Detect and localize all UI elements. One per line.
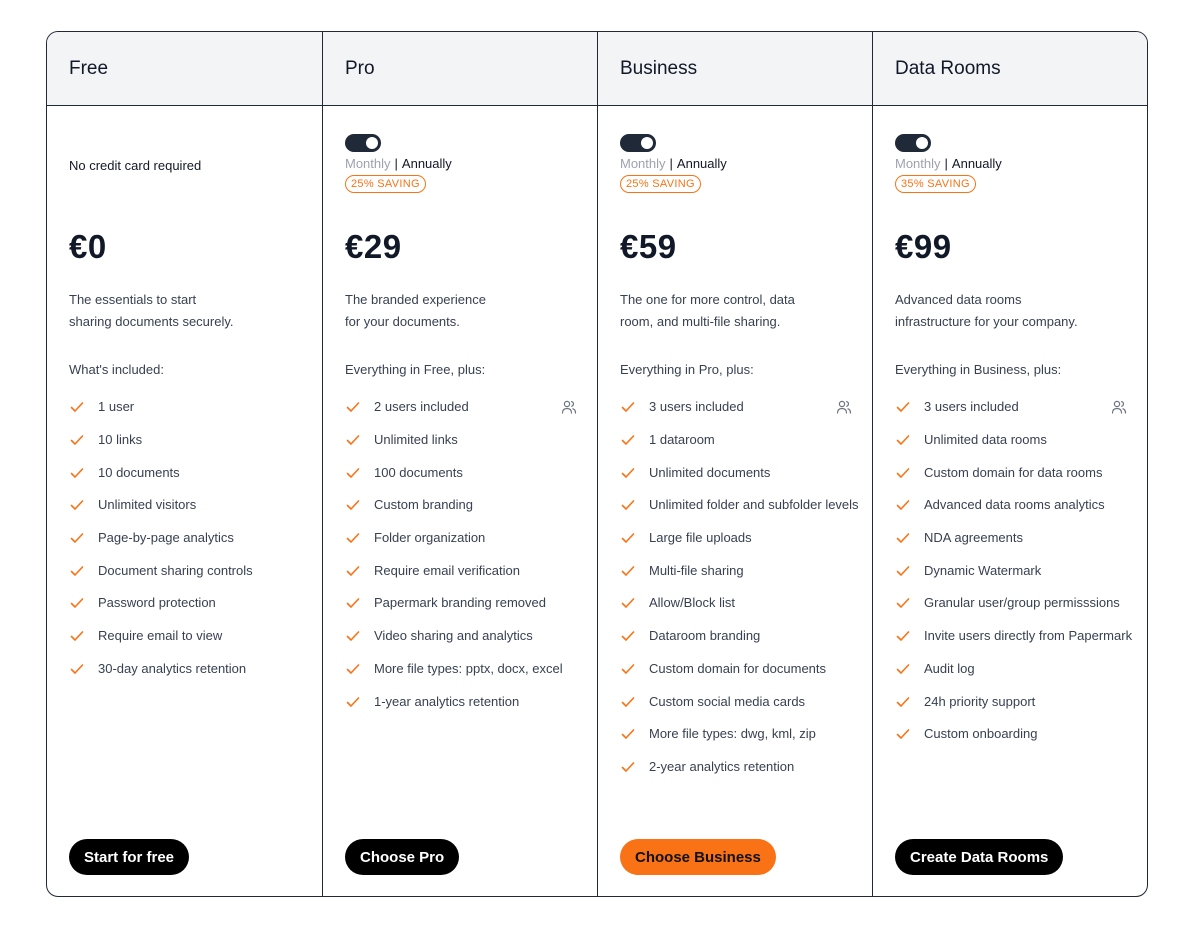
feature-item bbox=[345, 391, 585, 424]
feature-text: Unlimited documents bbox=[649, 464, 771, 480]
feature-text: Custom onboarding bbox=[924, 726, 1038, 742]
plan-name: Data Rooms bbox=[873, 32, 1147, 106]
check-icon bbox=[620, 497, 636, 513]
saving-badge: 25% SAVING bbox=[620, 175, 701, 193]
feature-text: Unlimited visitors bbox=[98, 497, 197, 513]
feature-text: Video sharing and analytics bbox=[374, 628, 533, 644]
feature-item bbox=[620, 522, 860, 555]
feature-text: More file types: pptx, docx, excel bbox=[374, 660, 563, 676]
plan-description bbox=[895, 289, 1115, 333]
check-icon bbox=[620, 563, 636, 579]
feature-list bbox=[345, 391, 585, 718]
check-icon bbox=[345, 432, 361, 448]
check-icon bbox=[895, 694, 911, 710]
billing-toggle-group bbox=[895, 134, 1002, 193]
feature-item bbox=[69, 456, 309, 489]
check-icon bbox=[345, 399, 361, 415]
plan-description-line: room, and multi-file sharing. bbox=[620, 314, 781, 329]
plan-name: Free bbox=[47, 32, 322, 106]
plan-description-line: The one for more control, data bbox=[620, 292, 795, 307]
feature-item bbox=[895, 587, 1135, 620]
check-icon bbox=[69, 497, 85, 513]
feature-text: More file types: dwg, kml, zip bbox=[649, 726, 816, 742]
feature-item bbox=[345, 489, 585, 522]
no-credit-card-note: No credit card required bbox=[69, 158, 202, 173]
feature-text: 24h priority support bbox=[924, 693, 1036, 709]
plan-description-line: for your documents. bbox=[345, 314, 460, 329]
feature-text: Unlimited folder and subfolder levels bbox=[649, 497, 859, 513]
check-icon bbox=[620, 399, 636, 415]
feature-text: Allow/Block list bbox=[649, 595, 735, 611]
check-icon bbox=[69, 661, 85, 677]
includes-title: Everything in Pro, plus: bbox=[620, 362, 754, 377]
feature-text: Dynamic Watermark bbox=[924, 562, 1042, 578]
feature-item bbox=[620, 554, 860, 587]
monthly-label[interactable]: Monthly bbox=[620, 156, 666, 171]
check-icon bbox=[620, 694, 636, 710]
check-icon bbox=[895, 661, 911, 677]
plan-price: €0 bbox=[69, 228, 107, 265]
feature-text: Advanced data rooms analytics bbox=[924, 497, 1105, 513]
plan-description bbox=[69, 289, 289, 333]
includes-title: Everything in Free, plus: bbox=[345, 362, 486, 377]
annually-label[interactable]: Annually bbox=[401, 156, 452, 171]
check-icon bbox=[895, 530, 911, 546]
plan-cta-button-free[interactable]: Start for free bbox=[69, 839, 189, 875]
feature-text: Custom domain for documents bbox=[649, 660, 827, 676]
check-icon bbox=[345, 497, 361, 513]
feature-text: 100 documents bbox=[374, 464, 463, 480]
billing-separator: | bbox=[669, 156, 673, 171]
feature-text: Page-by-page analytics bbox=[98, 530, 234, 546]
feature-text: Invite users directly from Papermark bbox=[924, 628, 1133, 644]
plan-description bbox=[620, 289, 840, 333]
plan-price: €59 bbox=[620, 228, 677, 265]
feature-item bbox=[895, 424, 1135, 457]
feature-item bbox=[345, 554, 585, 587]
saving-badge: 35% SAVING bbox=[895, 175, 976, 193]
plan-name: Business bbox=[598, 32, 872, 106]
feature-item bbox=[620, 751, 860, 784]
feature-item bbox=[69, 489, 309, 522]
feature-item bbox=[620, 489, 860, 522]
check-icon bbox=[620, 661, 636, 677]
feature-item bbox=[69, 653, 309, 686]
billing-toggle-switch[interactable] bbox=[345, 134, 381, 152]
feature-text: Custom social media cards bbox=[649, 693, 806, 709]
feature-text: Document sharing controls bbox=[98, 562, 253, 578]
annually-label[interactable]: Annually bbox=[951, 156, 1002, 171]
check-icon bbox=[620, 759, 636, 775]
billing-separator: | bbox=[944, 156, 948, 171]
feature-item bbox=[69, 554, 309, 587]
billing-toggle-group bbox=[620, 134, 727, 193]
feature-item bbox=[895, 718, 1135, 751]
check-icon bbox=[620, 432, 636, 448]
check-icon bbox=[895, 497, 911, 513]
feature-item bbox=[345, 587, 585, 620]
plan-description-line: sharing documents securely. bbox=[69, 314, 234, 329]
billing-period bbox=[620, 156, 727, 171]
feature-item bbox=[69, 424, 309, 457]
check-icon bbox=[345, 595, 361, 611]
plan-name: Pro bbox=[323, 32, 597, 106]
feature-text: Audit log bbox=[924, 660, 975, 676]
feature-text: 2 users included bbox=[374, 399, 469, 415]
plan-description-line: Advanced data rooms bbox=[895, 292, 1022, 307]
feature-text: Require email to view bbox=[98, 628, 223, 644]
check-icon bbox=[345, 563, 361, 579]
includes-title: Everything in Business, plus: bbox=[895, 362, 1062, 377]
feature-item bbox=[895, 456, 1135, 489]
check-icon bbox=[69, 595, 85, 611]
feature-item bbox=[620, 456, 860, 489]
feature-item bbox=[895, 522, 1135, 555]
feature-list bbox=[895, 391, 1135, 751]
check-icon bbox=[620, 726, 636, 742]
check-icon bbox=[895, 563, 911, 579]
feature-text: Unlimited links bbox=[374, 432, 458, 448]
saving-badge: 25% SAVING bbox=[345, 175, 426, 193]
feature-item bbox=[620, 587, 860, 620]
feature-text: Unlimited data rooms bbox=[924, 432, 1047, 448]
check-icon bbox=[345, 465, 361, 481]
users-icon bbox=[836, 399, 852, 415]
includes-title: What's included: bbox=[69, 362, 164, 377]
check-icon bbox=[895, 726, 911, 742]
billing-toggle-switch[interactable] bbox=[895, 134, 931, 152]
feature-item bbox=[620, 718, 860, 751]
check-icon bbox=[69, 530, 85, 546]
feature-item bbox=[69, 522, 309, 555]
check-icon bbox=[620, 628, 636, 644]
check-icon bbox=[345, 661, 361, 677]
feature-text: Folder organization bbox=[374, 530, 486, 546]
feature-item bbox=[895, 620, 1135, 653]
feature-item bbox=[620, 424, 860, 457]
feature-text: 3 users included bbox=[924, 399, 1019, 415]
feature-item bbox=[895, 489, 1135, 522]
feature-item bbox=[69, 620, 309, 653]
plan-column-free bbox=[47, 32, 322, 896]
plan-cta-button-business[interactable]: Choose Business bbox=[620, 839, 776, 875]
check-icon bbox=[620, 595, 636, 611]
check-icon bbox=[345, 530, 361, 546]
plan-price: €29 bbox=[345, 228, 402, 265]
pricing-table bbox=[46, 31, 1148, 897]
feature-text: NDA agreements bbox=[924, 530, 1023, 546]
check-icon bbox=[895, 628, 911, 644]
billing-period bbox=[895, 156, 1002, 171]
plan-description-line: The branded experience bbox=[345, 292, 486, 307]
feature-item bbox=[895, 391, 1135, 424]
feature-text: Custom domain for data rooms bbox=[924, 464, 1103, 480]
billing-toggle-group bbox=[345, 134, 452, 193]
check-icon bbox=[345, 694, 361, 710]
feature-text: 2-year analytics retention bbox=[649, 758, 795, 774]
check-icon bbox=[345, 628, 361, 644]
feature-text: Dataroom branding bbox=[649, 628, 761, 644]
check-icon bbox=[69, 563, 85, 579]
users-icon bbox=[1111, 399, 1127, 415]
check-icon bbox=[69, 432, 85, 448]
check-icon bbox=[895, 432, 911, 448]
users-icon bbox=[561, 399, 577, 415]
feature-item bbox=[69, 587, 309, 620]
feature-list bbox=[69, 391, 309, 685]
feature-item bbox=[345, 522, 585, 555]
feature-item bbox=[345, 456, 585, 489]
feature-item bbox=[895, 685, 1135, 718]
feature-item bbox=[895, 554, 1135, 587]
plan-description-line: The essentials to start bbox=[69, 292, 197, 307]
check-icon bbox=[69, 465, 85, 481]
plan-description bbox=[345, 289, 565, 333]
feature-item bbox=[620, 391, 860, 424]
feature-item bbox=[345, 653, 585, 686]
check-icon bbox=[69, 628, 85, 644]
check-icon bbox=[620, 530, 636, 546]
feature-text: Papermark branding removed bbox=[374, 595, 546, 611]
check-icon bbox=[620, 465, 636, 481]
billing-toggle-switch[interactable] bbox=[620, 134, 656, 152]
feature-text: 1 dataroom bbox=[649, 432, 715, 448]
monthly-label[interactable]: Monthly bbox=[895, 156, 941, 171]
feature-text: Multi-file sharing bbox=[649, 562, 744, 578]
plan-column-business bbox=[597, 32, 872, 896]
plan-cta-button-pro[interactable]: Choose Pro bbox=[345, 839, 459, 875]
plan-price: €99 bbox=[895, 228, 952, 265]
check-icon bbox=[69, 399, 85, 415]
feature-item bbox=[345, 620, 585, 653]
plan-description-line: infrastructure for your company. bbox=[895, 314, 1078, 329]
feature-item bbox=[620, 620, 860, 653]
feature-text: Granular user/group permisssions bbox=[924, 595, 1120, 611]
feature-text: 10 documents bbox=[98, 464, 180, 480]
feature-item bbox=[895, 653, 1135, 686]
feature-item bbox=[345, 424, 585, 457]
plan-column-data-rooms bbox=[872, 32, 1147, 896]
feature-list bbox=[620, 391, 860, 783]
feature-item bbox=[69, 391, 309, 424]
feature-text: 3 users included bbox=[649, 399, 744, 415]
feature-text: Large file uploads bbox=[649, 530, 752, 546]
feature-text: 1 user bbox=[98, 399, 135, 415]
check-icon bbox=[895, 595, 911, 611]
feature-item bbox=[345, 685, 585, 718]
feature-text: Require email verification bbox=[374, 562, 520, 578]
feature-text: Password protection bbox=[98, 595, 216, 611]
billing-period bbox=[345, 156, 452, 171]
plan-column-pro bbox=[322, 32, 597, 896]
check-icon bbox=[895, 465, 911, 481]
plan-cta-button-data-rooms[interactable]: Create Data Rooms bbox=[895, 839, 1063, 875]
feature-item bbox=[620, 653, 860, 686]
check-icon bbox=[895, 399, 911, 415]
feature-text: 30-day analytics retention bbox=[98, 660, 247, 676]
billing-separator: | bbox=[394, 156, 398, 171]
feature-text: 1-year analytics retention bbox=[374, 693, 520, 709]
feature-text: 10 links bbox=[98, 432, 143, 448]
feature-item bbox=[620, 685, 860, 718]
monthly-label[interactable]: Monthly bbox=[345, 156, 391, 171]
feature-text: Custom branding bbox=[374, 497, 473, 513]
annually-label[interactable]: Annually bbox=[676, 156, 727, 171]
